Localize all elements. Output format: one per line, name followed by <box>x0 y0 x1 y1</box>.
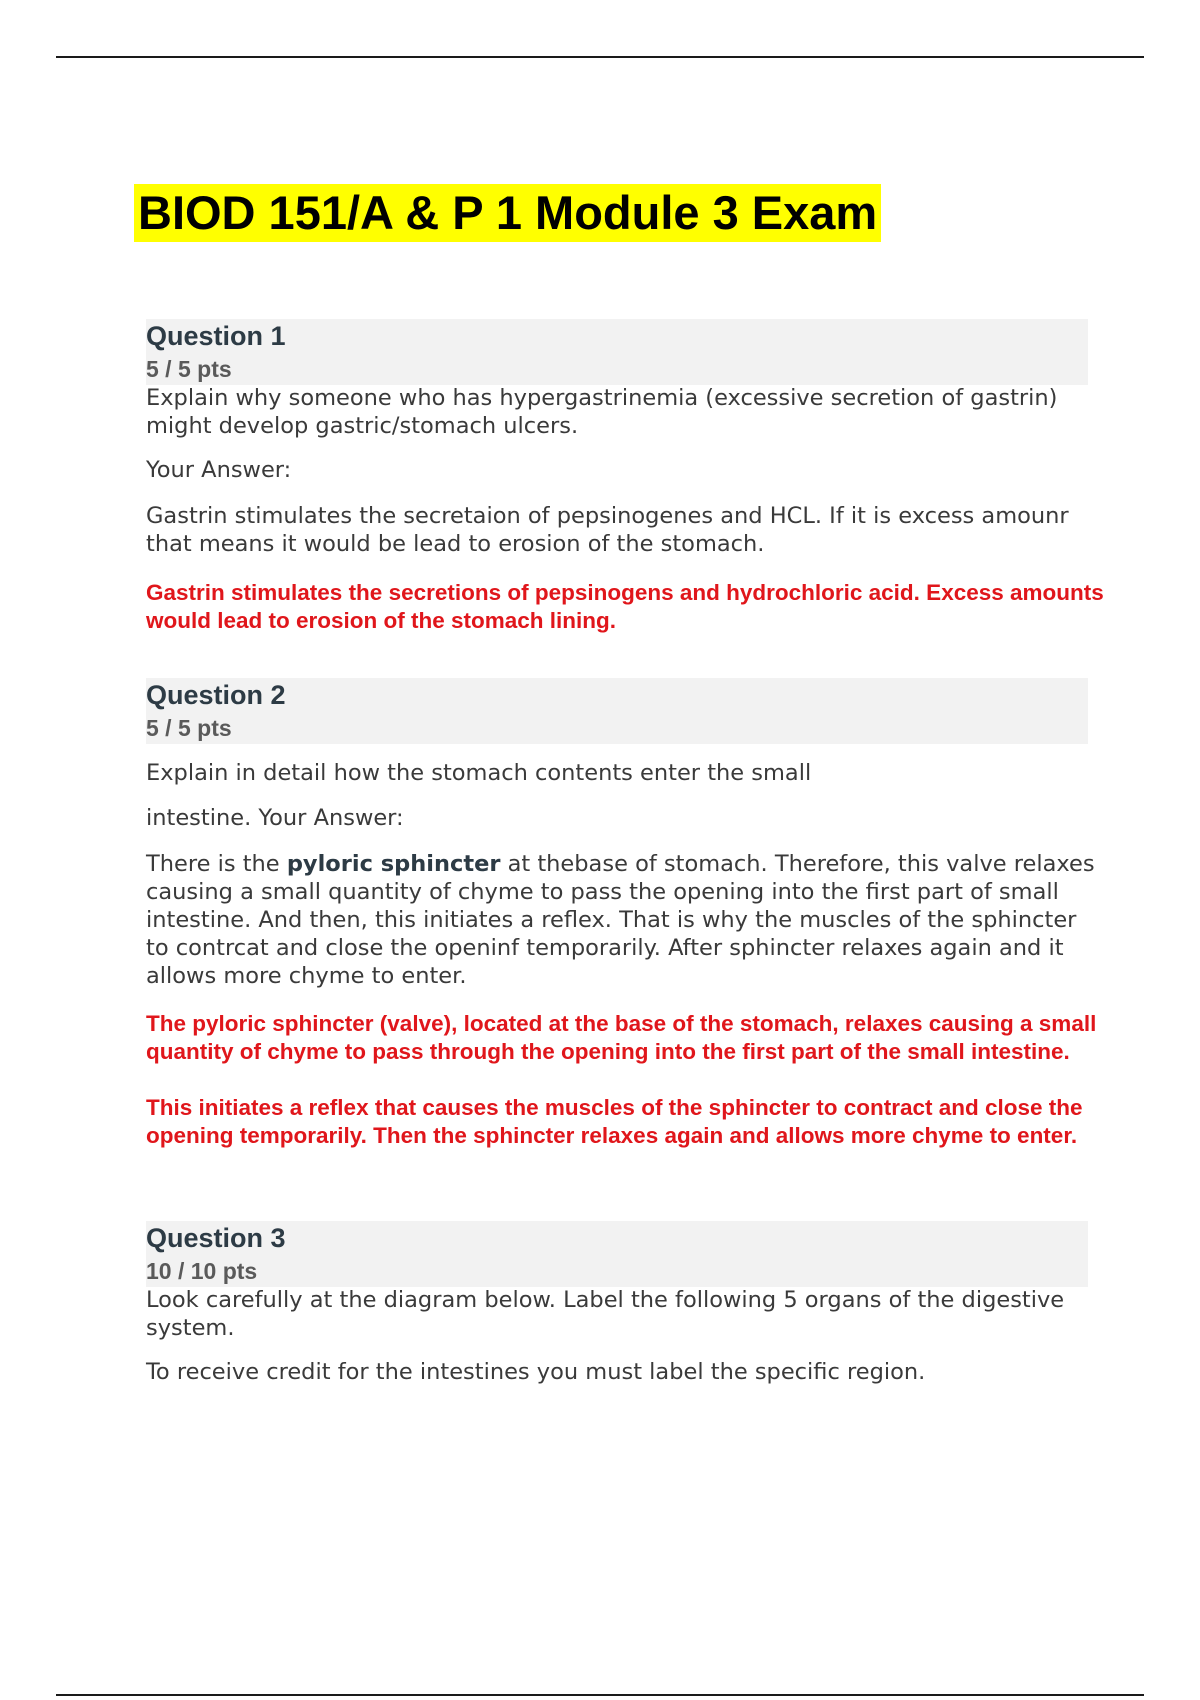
question-1-student-answer: Gastrin stimulates the secretaion of pepsinogenes and HCL. If it is excess amounr that means it would be lead to erosion of the stomach. <box>146 503 1069 557</box>
question-2-answer-post: at thebase of stomach. Therefore, this valve relaxes causing a small quantity of chyme to pass the opening into the first part of small intestine. And then, this initiates a reflex. That is why the muscles of the sphincter to contrcat and close the openinf temporarily. After sphincter relaxes again and it allows more chyme to enter. <box>146 851 1095 989</box>
question-1-prompt: Explain why someone who has hypergastrinemia (excessive secretion of gastrin) might develop gastric/stomach ulcers. <box>146 385 1058 439</box>
question-3-header <box>146 1221 1088 1287</box>
question-1-title: Question 1 <box>146 321 286 351</box>
question-2-header <box>146 678 1088 744</box>
question-2-points: 5 / 5 pts <box>146 715 232 741</box>
question-1-answer-label: Your Answer: <box>146 457 292 483</box>
question-2-title: Question 2 <box>146 680 286 710</box>
question-3-prompt: Look carefully at the diagram below. Label the following 5 organs of the digestive system. <box>146 1287 1065 1341</box>
question-2-student-answer <box>146 850 1106 990</box>
question-2-prompt-line-2: intestine. Your Answer: <box>146 805 404 831</box>
question-3-points: 10 / 10 pts <box>146 1258 258 1284</box>
question-1-points: 5 / 5 pts <box>146 356 232 382</box>
question-2-correct-answer-1: The pyloric sphincter (valve), located at the base of the stomach, relaxes causing a small quantity of chyme to pass through the opening into the first part of the small intestine. <box>146 1011 1097 1064</box>
question-1-header <box>146 319 1088 385</box>
page-title: BIOD 151/A & P 1 Module 3 Exam <box>134 184 881 242</box>
question-2-answer-pre: There is the <box>146 851 287 877</box>
question-2-correct-answer-2: This initiates a reflex that causes the muscles of the sphincter to contract and close the opening temporarily. Then the sphincter relaxes again and allows more chyme to enter. <box>146 1095 1083 1148</box>
question-2-prompt-line-1: Explain in detail how the stomach contents enter the small <box>146 760 812 786</box>
question-2-answer-bold: pyloric sphincter <box>286 851 501 877</box>
bottom-rule <box>56 1694 1144 1696</box>
question-3-note: To receive credit for the intestines you must label the specific region. <box>146 1359 926 1385</box>
question-1-correct-answer: Gastrin stimulates the secretions of pepsinogens and hydrochloric acid. Excess amounts would lead to erosion of the stomach lining. <box>146 580 1104 633</box>
top-rule <box>56 56 1144 58</box>
question-3-title: Question 3 <box>146 1223 286 1253</box>
